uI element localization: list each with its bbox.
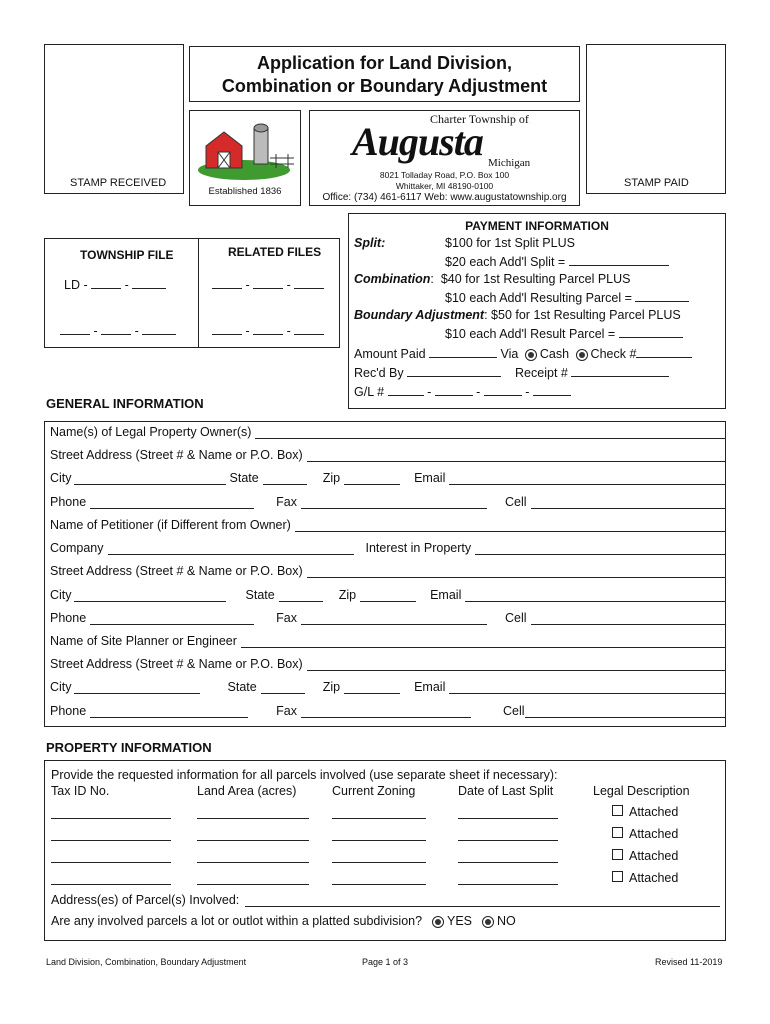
tax-id-field[interactable] — [51, 818, 171, 819]
yes-radio[interactable] — [432, 916, 444, 928]
company-row[interactable] — [50, 541, 726, 555]
street-label: Street Address (Street # & Name or P.O. Box) — [50, 564, 303, 578]
phone-row-2[interactable] — [50, 611, 726, 625]
last-split-field[interactable] — [458, 818, 558, 819]
land-area-field[interactable] — [197, 840, 309, 841]
city-label: City — [50, 471, 72, 485]
ld-file-field[interactable] — [64, 277, 166, 292]
cash-radio[interactable] — [525, 349, 537, 361]
last-split-field[interactable] — [458, 884, 558, 885]
state-label: State — [229, 471, 259, 485]
last-split-field[interactable] — [458, 840, 558, 841]
related-file-field-2[interactable] — [212, 323, 324, 338]
street-row-1[interactable] — [50, 448, 726, 462]
address-line-2: Whittaker, MI 48190-0100 — [395, 181, 494, 191]
checkbox-icon[interactable] — [612, 871, 623, 882]
cell-label: Cell — [503, 704, 525, 718]
parcel-addresses-row[interactable] — [51, 893, 720, 907]
city-label: City — [50, 680, 72, 694]
tax-id-field[interactable] — [51, 884, 171, 885]
state-label: State — [245, 588, 275, 602]
footer-page: Page 1 of 3 — [362, 957, 409, 967]
property-info-heading: PROPERTY INFORMATION — [46, 740, 212, 755]
cell-label: Cell — [505, 495, 527, 509]
city-row-2[interactable] — [50, 588, 726, 602]
address-line-3: Office: (734) 461-6117 Web: www.augustatownship.org — [322, 192, 567, 203]
via-label: Via — [500, 347, 519, 361]
fax-label: Fax — [276, 704, 297, 718]
dash: - — [124, 278, 129, 292]
amount-paid-label: Amount Paid — [354, 347, 426, 361]
split-line-1: $100 for 1st Split PLUS — [445, 236, 575, 250]
petitioner-label: Name of Petitioner (if Different from Owner) — [50, 518, 291, 532]
dash: - — [93, 324, 98, 338]
phone-label: Phone — [50, 495, 87, 509]
parcel-addresses-label: Address(es) of Parcel(s) Involved: — [51, 893, 240, 907]
city-label: City — [50, 588, 72, 602]
combination-line-1-text: $40 for 1st Resulting Parcel PLUS — [440, 272, 631, 286]
barn-illustration — [196, 118, 296, 182]
planner-row[interactable] — [50, 634, 726, 648]
email-label: Email — [414, 471, 446, 485]
city-row-3[interactable] — [50, 680, 726, 694]
zip-label: Zip — [338, 588, 357, 602]
yes-label: YES — [447, 914, 473, 928]
boundary-adjustment-line-2-text: $10 each Add'l Result Parcel = — [445, 327, 616, 341]
phone-row-1[interactable] — [50, 495, 726, 509]
zoning-field[interactable] — [332, 884, 426, 885]
title-line-2: Combination or Boundary Adjustment — [221, 76, 548, 96]
cell-label: Cell — [505, 611, 527, 625]
township-file-field-2[interactable] — [60, 323, 176, 338]
owner-label: Name(s) of Legal Property Owner(s) — [50, 425, 252, 439]
attached-label: Attached — [629, 871, 679, 885]
interest-label: Interest in Property — [365, 541, 472, 555]
phone-row-3[interactable] — [50, 704, 726, 718]
check-radio[interactable] — [576, 349, 588, 361]
land-area-field[interactable] — [197, 862, 309, 863]
gl-row[interactable]: G/L # - - - — [354, 384, 571, 399]
ld-prefix: LD - — [64, 278, 88, 292]
logo-charter-text: Charter Township of — [430, 112, 529, 126]
attached-checkbox[interactable] — [612, 805, 678, 819]
receipt-label: Receipt # — [515, 366, 568, 380]
land-area-field[interactable] — [197, 884, 309, 885]
established-text: Established 1836 — [208, 186, 282, 197]
footer-revised: Revised 11-2019 — [655, 957, 723, 967]
address-line-1: 8021 Tolladay Road, P.O. Box 100 — [379, 170, 510, 180]
state-label: State — [227, 680, 257, 694]
last-split-field[interactable] — [458, 862, 558, 863]
col-land-area: Land Area (acres) — [197, 784, 297, 798]
col-last-split: Date of Last Split — [458, 784, 554, 798]
dash: - — [245, 278, 250, 292]
logo-augusta-text: Augusta — [352, 119, 483, 164]
boundary-adjustment-line-1 — [354, 308, 681, 322]
col-tax-id: Tax ID No. — [51, 784, 110, 798]
attached-label: Attached — [629, 827, 679, 841]
related-file-field-1[interactable] — [212, 277, 324, 292]
dash: - — [134, 324, 139, 338]
street-label: Street Address (Street # & Name or P.O. Box) — [50, 448, 303, 462]
email-label: Email — [430, 588, 462, 602]
logo-michigan-text: Michigan — [488, 157, 531, 169]
cash-label: Cash — [539, 347, 570, 361]
tax-id-field[interactable] — [51, 840, 171, 841]
checkbox-icon[interactable] — [612, 849, 623, 860]
split-label: Split: — [354, 236, 386, 250]
township-file-heading: TOWNSHIP FILE — [80, 248, 174, 262]
no-radio[interactable] — [482, 916, 494, 928]
dash: - — [245, 324, 250, 338]
footer-left: Land Division, Combination, Boundary Adjustment — [46, 957, 247, 967]
city-row-1[interactable] — [50, 471, 726, 485]
related-files-heading: RELATED FILES — [228, 245, 322, 259]
attached-label: Attached — [629, 849, 679, 863]
planner-label: Name of Site Planner or Engineer — [50, 634, 237, 648]
title-line-1: Application for Land Division, — [256, 53, 512, 73]
attached-checkbox[interactable] — [612, 849, 678, 863]
recd-by-label: Rec'd By — [354, 366, 404, 380]
files-divider — [198, 238, 199, 348]
split-label-text: Split — [354, 236, 382, 250]
email-label: Email — [414, 680, 446, 694]
stamp-paid-label: STAMP PAID — [624, 177, 689, 189]
zoning-field[interactable] — [332, 862, 426, 863]
combination-line-2-text: $10 each Add'l Resulting Parcel = — [445, 291, 632, 305]
combination-label: Combination — [354, 272, 431, 286]
split-line-2[interactable] — [445, 254, 669, 269]
zip-label: Zip — [322, 471, 341, 485]
gl-label: G/L # — [354, 385, 385, 399]
check-number-label: Check # — [590, 347, 637, 361]
combination-line-1: Combination: $40 for 1st Resulting Parcel PLUS — [354, 272, 631, 286]
petitioner-row[interactable] — [50, 518, 726, 532]
boundary-adjustment-label: Boundary Adjustment — [354, 308, 485, 322]
stamp-received-box — [44, 44, 184, 194]
street-row-2[interactable] — [50, 564, 726, 578]
no-label: NO — [496, 914, 516, 928]
dash: - — [286, 324, 291, 338]
payment-heading: PAYMENT INFORMATION — [465, 219, 609, 233]
phone-label: Phone — [50, 704, 87, 718]
amount-paid-row[interactable] — [354, 346, 692, 361]
company-label: Company — [50, 541, 104, 555]
zoning-field[interactable] — [332, 840, 426, 841]
phone-label: Phone — [50, 611, 87, 625]
fax-label: Fax — [276, 611, 297, 625]
attached-checkbox[interactable] — [612, 871, 678, 885]
property-intro: Provide the requested information for all parcels involved (use separate sheet if necessary): — [51, 768, 558, 782]
street-row-3[interactable] — [50, 657, 726, 671]
attached-checkbox[interactable] — [612, 827, 678, 841]
attached-label: Attached — [629, 805, 679, 819]
platted-question-row — [51, 914, 516, 928]
checkbox-icon[interactable] — [612, 805, 623, 816]
combination-line-2[interactable] — [445, 290, 689, 305]
boundary-adjustment-line-2[interactable] — [445, 326, 683, 341]
tax-id-field[interactable] — [51, 862, 171, 863]
col-zoning: Current Zoning — [332, 784, 416, 798]
boundary-adjustment-line-1-text: : $50 for 1st Resulting Parcel PLUS — [484, 308, 681, 322]
split-line-2-text: $20 each Add'l Split = — [445, 255, 566, 269]
platted-question: Are any involved parcels a lot or outlot within a platted subdivision? — [51, 914, 423, 928]
recd-by-row[interactable] — [354, 365, 669, 380]
stamp-received-label: STAMP RECEIVED — [70, 177, 167, 189]
street-label: Street Address (Street # & Name or P.O. Box) — [50, 657, 303, 671]
zip-label: Zip — [322, 680, 341, 694]
checkbox-icon[interactable] — [612, 827, 623, 838]
col-legal-desc: Legal Description — [593, 784, 690, 798]
general-info-heading: GENERAL INFORMATION — [46, 396, 204, 411]
owner-row[interactable] — [50, 425, 726, 439]
dash: - — [286, 278, 291, 292]
stamp-paid-box — [586, 44, 726, 194]
zoning-field[interactable] — [332, 818, 426, 819]
land-area-field[interactable] — [197, 818, 309, 819]
fax-label: Fax — [276, 495, 297, 509]
